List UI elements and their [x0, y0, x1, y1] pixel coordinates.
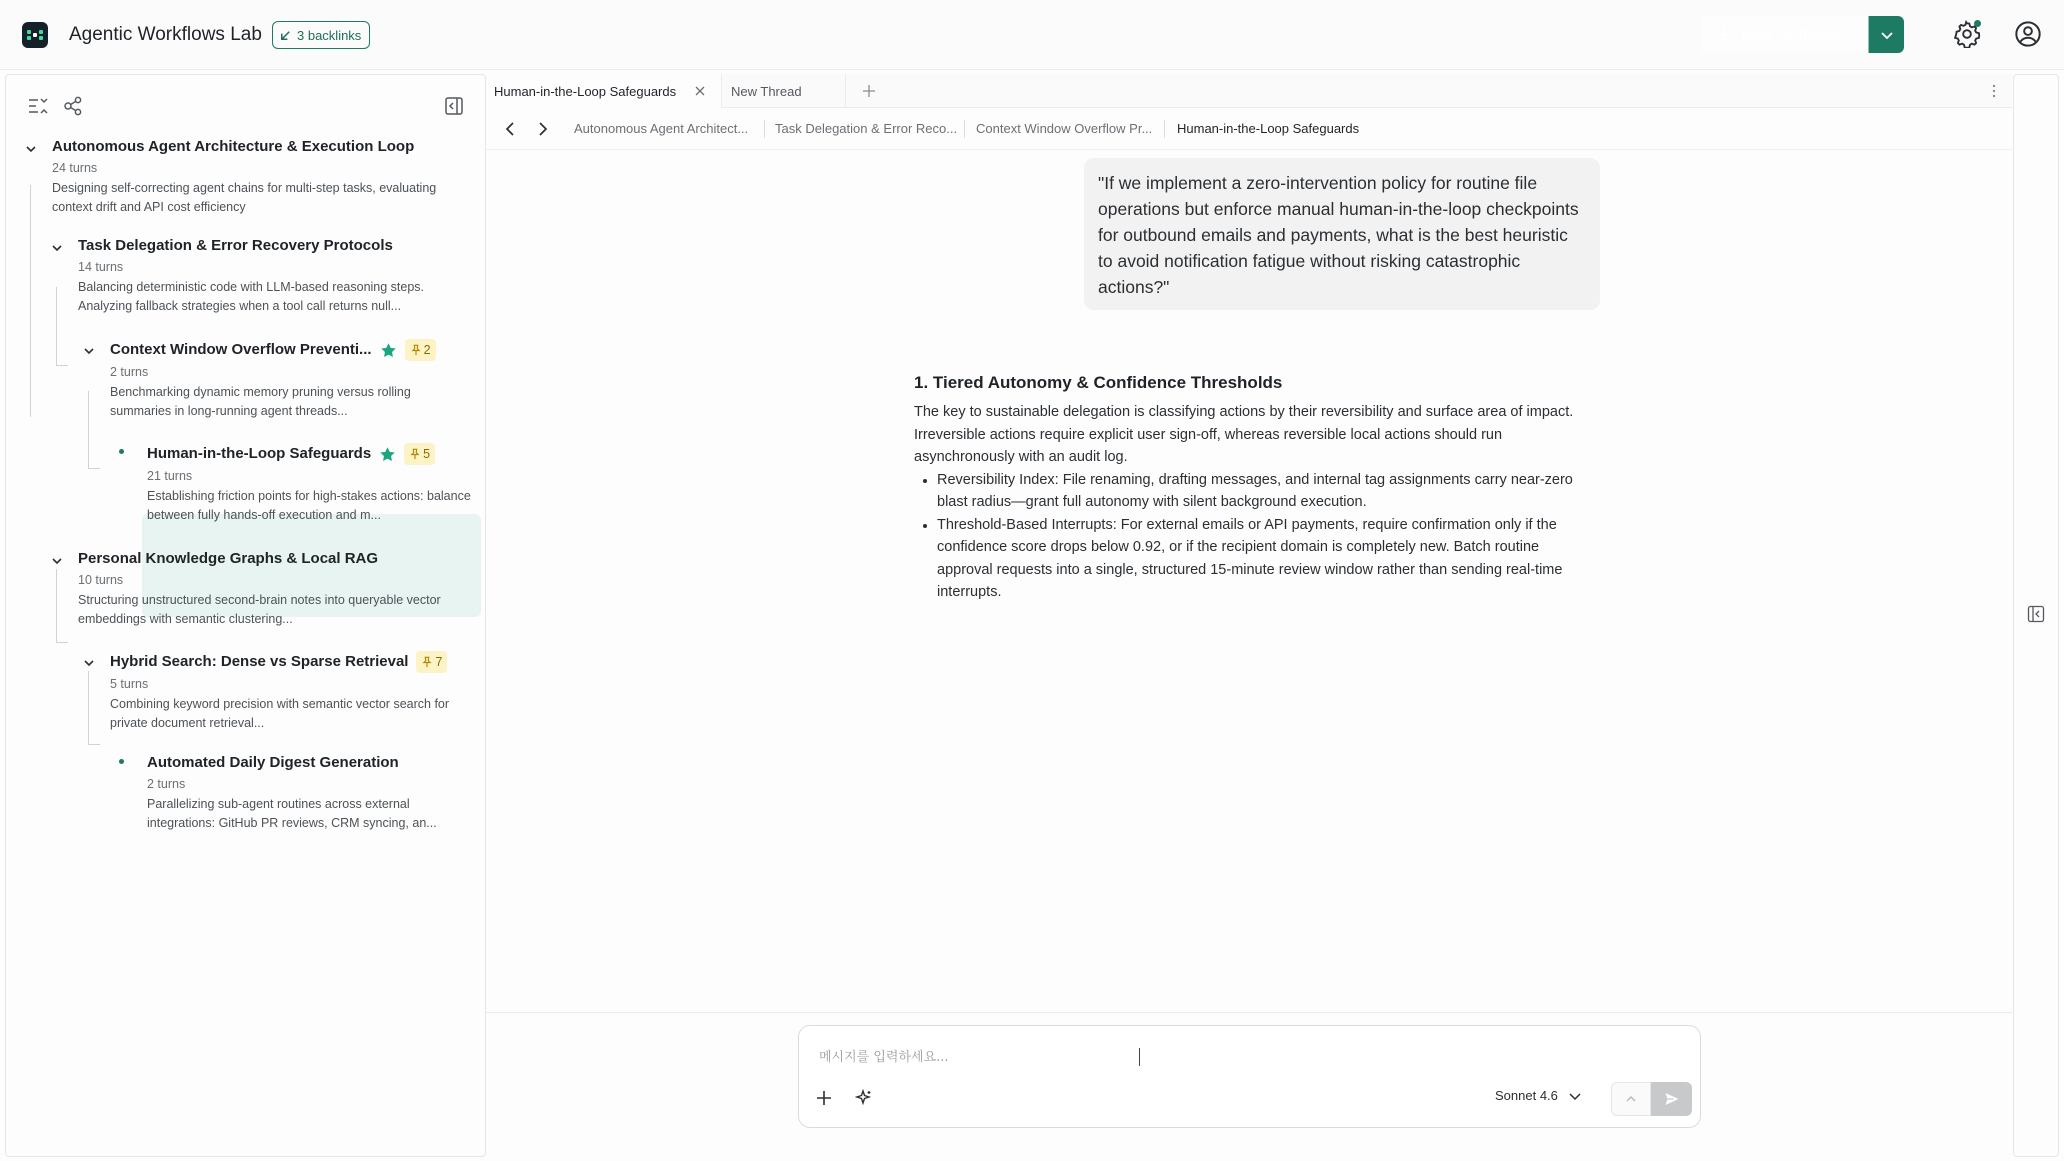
tree-node-description: Parallelizing sub-agent routines across external integrations: GitHub PR reviews, CRM syncing, an... — [147, 797, 437, 830]
tree-node-title: Hybrid Search: Dense vs Sparse Retrieval — [110, 653, 409, 670]
list-collapse-icon — [26, 95, 48, 117]
graph-view-button[interactable] — [62, 95, 84, 117]
new-tab-plus-icon[interactable] — [862, 84, 876, 98]
tree-node-turns: 14 turns — [78, 260, 124, 274]
tree-connector — [88, 744, 100, 745]
pin-icon — [410, 344, 422, 356]
tree-connector — [56, 569, 57, 643]
pin-count: 2 — [423, 343, 431, 357]
message-input[interactable] — [819, 1046, 1419, 1068]
pin-icon — [409, 448, 421, 460]
tree-node[interactable] — [110, 651, 470, 733]
chevron-down-icon[interactable] — [50, 554, 64, 568]
chevron-down-icon[interactable] — [50, 241, 64, 255]
backlinks-badge[interactable] — [272, 21, 370, 49]
tree-node-title: Human-in-the-Loop Safeguards — [147, 445, 372, 462]
backlinks-label: 3 backlinks — [297, 27, 362, 43]
tree-connector — [56, 642, 68, 643]
forward-arrow-icon[interactable] — [534, 121, 550, 137]
tree-node-description: Establishing friction points for high-stakes actions: balance between fully hands-off execution and m... — [147, 489, 471, 522]
breadcrumb-separator — [764, 120, 765, 138]
attach-plus-icon[interactable] — [815, 1089, 833, 1107]
assistant-response — [914, 372, 1594, 604]
graph-icon — [62, 95, 84, 117]
tab-bar — [486, 74, 2012, 108]
breadcrumb-current: Human-in-the-Loop Safeguards — [1177, 121, 1360, 136]
tree-node-description: Benchmarking dynamic memory pruning versus rolling summaries in long-running agent threads... — [110, 385, 411, 418]
new-workspace-button-group — [1702, 16, 1904, 53]
app-logo — [22, 22, 48, 48]
more-vertical-icon[interactable] — [1986, 83, 2002, 99]
arrow-down-left-icon — [279, 29, 292, 42]
new-workspace-dropdown-button[interactable] — [1869, 16, 1904, 53]
chevron-down-icon[interactable] — [82, 656, 96, 670]
star-icon[interactable] — [379, 446, 396, 463]
plus-icon — [1716, 27, 1732, 43]
tree-node-turns: 2 turns — [147, 777, 186, 791]
tree-node-bullet — [119, 449, 124, 454]
chevron-down-icon — [1880, 28, 1894, 42]
tree-node-turns: 24 turns — [52, 161, 98, 175]
response-bullet: Reversibility Index: File renaming, drafting messages, and internal tag assignments carry near-zero blast radius—grant full autonomy with silent background execution. — [914, 469, 1594, 514]
pin-count-badge — [416, 651, 447, 673]
tree-node-title: Automated Daily Digest Generation — [147, 754, 399, 771]
response-paragraph: The key to sustainable delegation is classifying actions by their reversibility and surface area of impact. Irreversible actions require explicit user sign-off, whereas reversible local actions should run asynchronously with an audit log. — [914, 404, 1574, 465]
tree-node[interactable] — [147, 753, 477, 833]
history-up-button[interactable] — [1611, 1082, 1651, 1116]
chevron-down-icon — [1568, 1089, 1582, 1103]
back-arrow-icon[interactable] — [503, 121, 519, 137]
chevron-down-icon[interactable] — [24, 142, 38, 156]
app-title: Agentic Workflows Lab — [69, 24, 262, 45]
composer-area — [486, 1012, 2012, 1157]
tree-node-title: Task Delegation & Error Recovery Protocols — [78, 237, 393, 254]
send-button[interactable] — [1651, 1082, 1692, 1116]
model-selector[interactable] — [1495, 1088, 1582, 1103]
pin-count: 7 — [435, 655, 443, 669]
tree-connector — [56, 287, 57, 365]
tree-node-title: Autonomous Agent Architecture & Execution Loop — [52, 138, 415, 155]
tree-node[interactable] — [78, 549, 468, 629]
main-panel — [486, 74, 2012, 1157]
notification-dot — [1974, 20, 1981, 27]
tree-connector — [56, 365, 68, 366]
close-icon[interactable] — [694, 85, 706, 97]
send-controls — [1611, 1082, 1692, 1116]
sparkles-icon[interactable] — [855, 1089, 873, 1107]
chevron-down-icon[interactable] — [82, 344, 96, 358]
collapse-sidebar-button[interactable] — [443, 95, 465, 117]
text-caret — [1139, 1048, 1140, 1066]
collapse-all-button[interactable] — [26, 95, 48, 117]
tree-node[interactable] — [52, 137, 462, 217]
tree-node-turns: 10 turns — [78, 573, 124, 587]
breadcrumb-separator — [964, 120, 965, 138]
settings-button[interactable] — [1953, 20, 1981, 48]
breadcrumb — [486, 108, 2012, 150]
response-heading: 1. Tiered Autonomy & Confidence Thresholds — [914, 373, 1283, 392]
breadcrumb-item[interactable]: Autonomous Agent Architect... — [574, 121, 749, 136]
tree-node-turns: 2 turns — [110, 365, 149, 379]
account-button[interactable] — [2014, 20, 2042, 48]
breadcrumb-item[interactable]: Task Delegation & Error Reco... — [775, 121, 958, 136]
user-message-bubble: "If we implement a zero-intervention policy for routine file operations but enforce manual human-in-the-loop checkpoints for outbound emails and payments, what is the best heuristic to avoid notification fatigue without risking catastrophic actions?" — [1084, 158, 1600, 310]
tree-node-description: Designing self-correcting agent chains for multi-step tasks, evaluating context drift and API cost efficiency — [52, 181, 437, 214]
message-composer — [798, 1025, 1701, 1128]
right-rail — [2013, 74, 2059, 1157]
pin-count-badge — [405, 339, 436, 361]
new-workspace-button[interactable] — [1702, 16, 1868, 53]
tab-label: Human-in-the-Loop Safeguards — [494, 83, 677, 99]
response-list — [914, 469, 1594, 604]
sidebar — [5, 74, 486, 1157]
tree-node-description: Balancing deterministic code with LLM-based reasoning steps. Analyzing fallback strategies when a tool call returns null... — [78, 280, 425, 313]
tree-connector — [30, 185, 31, 417]
response-bullet: Threshold-Based Interrupts: For external emails or API payments, require confirmation only if the confidence score drops below 0.92, or if the recipient domain is completely new. Batch routine approval requests into a single, structured 15-minute review window rather than sending real-time interrupts. — [914, 514, 1594, 604]
tree-node-description: Combining keyword precision with semantic vector search for private document retrieval... — [110, 697, 450, 730]
tree-node[interactable] — [78, 236, 468, 316]
chevron-up-icon — [1625, 1093, 1637, 1105]
new-workspace-label: New workspace — [1741, 25, 1855, 43]
model-name: Sonnet 4.6 — [1495, 1088, 1558, 1103]
pin-count: 5 — [423, 447, 431, 461]
send-icon — [1664, 1091, 1680, 1107]
tree-node-turns: 5 turns — [110, 677, 149, 691]
sidebar-collapse-icon — [443, 95, 465, 117]
breadcrumb-item[interactable]: Context Window Overflow Pr... — [976, 121, 1153, 136]
tree-node-title: Personal Knowledge Graphs & Local RAG — [78, 550, 379, 567]
user-circle-icon — [2014, 20, 2042, 48]
top-bar — [0, 0, 2064, 70]
pin-icon — [421, 656, 433, 668]
tree-connector — [88, 671, 89, 745]
star-icon[interactable] — [380, 342, 397, 359]
breadcrumb-separator — [1164, 120, 1165, 138]
tree-node-bullet — [119, 759, 124, 764]
expand-panel-icon[interactable] — [2027, 605, 2045, 623]
tab-label: New Thread — [731, 83, 802, 99]
tab-new-thread[interactable] — [722, 74, 846, 108]
tree-node-turns: 21 turns — [147, 469, 193, 483]
tree-node[interactable] — [110, 339, 470, 421]
tree-node-title: Context Window Overflow Preventi... — [110, 341, 372, 358]
pin-count-badge — [404, 443, 435, 465]
tree-node-description: Structuring unstructured second-brain notes into queryable vector embeddings with semantic clustering... — [78, 593, 441, 626]
tree-connector — [88, 468, 100, 469]
tab-human-in-the-loop[interactable] — [486, 74, 722, 108]
tree-node-active[interactable] — [147, 443, 477, 525]
tree-connector — [88, 391, 89, 469]
